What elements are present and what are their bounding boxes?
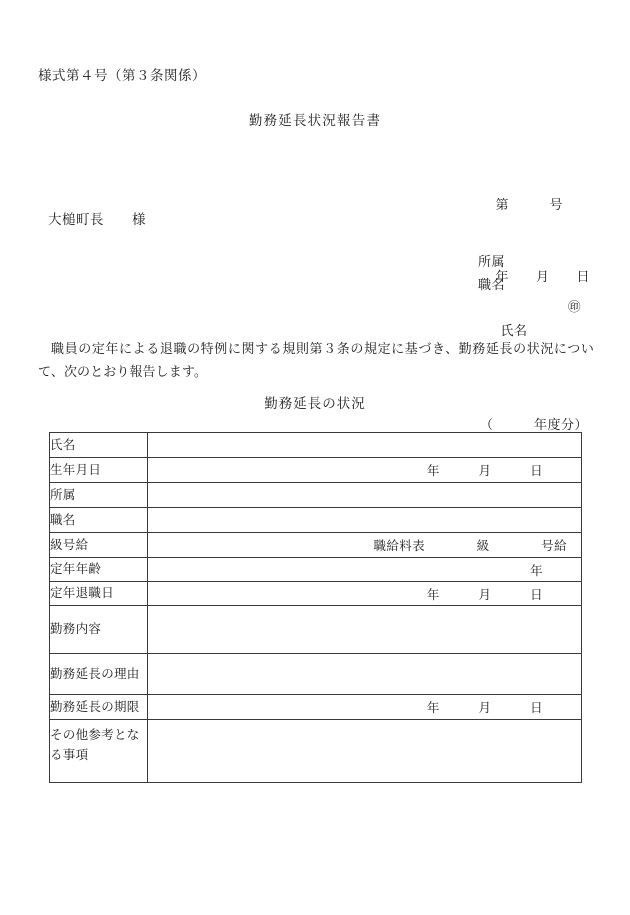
table-row (50, 606, 582, 654)
document-date-line: 年 月 日 (495, 269, 590, 284)
signer-position-label: 職名 (478, 277, 506, 292)
row-label-affiliation: 所属 (50, 483, 148, 508)
row-value-name[interactable] (148, 433, 582, 458)
row-value-other-notes[interactable] (148, 720, 582, 783)
section-title: 勤務延長の状況 (264, 396, 366, 411)
document-title: 勤務延長状況報告書 (248, 113, 382, 128)
row-value-salary-grade[interactable] (148, 533, 582, 558)
birthdate-ymd-hint: 年 月 日 (426, 464, 543, 478)
table-row (50, 533, 582, 558)
seal-stamp-icon: ㊞ (568, 300, 582, 314)
row-label-retirement-date: 定年退職日 (50, 582, 148, 606)
document-number-line: 第 号 (495, 197, 563, 212)
row-label-work-content: 勤務内容 (50, 606, 148, 654)
row-value-affiliation[interactable] (148, 483, 582, 508)
table-row (50, 433, 582, 458)
table-row (50, 483, 582, 508)
retirement-date-ymd-hint: 年 月 日 (426, 587, 543, 602)
row-label-extension-deadline: 勤務延長の期限 (50, 695, 148, 720)
table-row (50, 654, 582, 695)
fiscal-year-note: （ 年度分） (479, 417, 588, 432)
row-value-work-content[interactable] (148, 606, 582, 654)
row-value-retirement-date[interactable] (148, 582, 582, 606)
body-paragraph: 職員の定年による退職の特例に関する規則第３条の規定に基づき、勤務延長の状況について、次のとおり報告します。 (38, 341, 594, 379)
row-value-birthdate[interactable] (148, 458, 582, 483)
salary-grade-hint: 職給料表 級 号給 (373, 539, 567, 553)
table-row (50, 582, 582, 606)
row-value-retirement-age[interactable] (148, 558, 582, 582)
addressee-line: 大槌町長 様 (48, 212, 146, 227)
row-label-birthdate: 生年月日 (50, 458, 148, 483)
form-number: 様式第４号（第３条関係） (38, 68, 206, 83)
row-value-position[interactable] (148, 508, 582, 533)
row-label-salary-grade: 級号給 (50, 533, 148, 558)
other-notes-label-line2: る事項 (50, 748, 89, 762)
row-label-retirement-age: 定年年齢 (50, 558, 148, 582)
other-notes-label-line1: その他参考とな (50, 728, 140, 742)
row-label-extension-reason: 勤務延長の理由 (50, 654, 148, 695)
signer-name-label: 氏名 (500, 323, 528, 338)
extension-deadline-ymd-hint: 年 月 日 (426, 701, 543, 715)
table-row (50, 695, 582, 720)
table-row (50, 720, 582, 783)
row-label-position: 職名 (50, 508, 148, 533)
table-row (50, 508, 582, 533)
row-value-extension-deadline[interactable] (148, 695, 582, 720)
table-row (50, 458, 582, 483)
work-extension-table (49, 432, 582, 783)
row-label-name: 氏名 (50, 433, 148, 458)
table-row (50, 558, 582, 582)
row-label-other-notes (50, 720, 148, 783)
row-value-extension-reason[interactable] (148, 654, 582, 695)
retirement-age-hint: 年 (530, 563, 543, 578)
signer-affiliation-label: 所属 (478, 254, 506, 269)
